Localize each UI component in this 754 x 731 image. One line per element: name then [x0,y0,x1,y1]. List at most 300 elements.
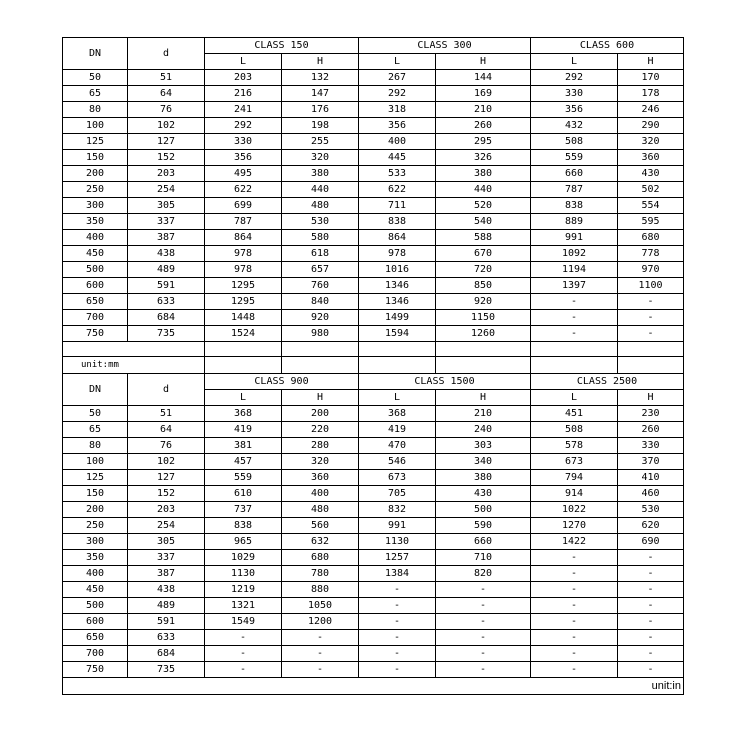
table-cell: 125 [63,134,128,150]
table-cell: 1594 [359,326,436,342]
table-cell: 554 [618,198,684,214]
table-cell: 1100 [618,278,684,294]
table-row [63,102,684,118]
table-cell: - [531,310,618,326]
table-cell: 250 [63,518,128,534]
table-cell: 495 [205,166,282,182]
class-header: CLASS 600 [531,38,684,54]
table-cell: 144 [436,70,531,86]
table-cell: 200 [63,502,128,518]
class-header: CLASS 2500 [531,374,684,390]
table-cell: 430 [618,166,684,182]
table-cell: - [618,646,684,662]
table-cell: - [618,310,684,326]
table-row [63,614,684,630]
table-row [63,662,684,678]
table-cell: 633 [128,294,205,310]
table-cell: 250 [63,182,128,198]
table-cell: 620 [618,518,684,534]
table-cell: 176 [282,102,359,118]
table-cell: 1384 [359,566,436,582]
table-cell: 147 [282,86,359,102]
table-row [63,326,684,342]
table-cell: 1150 [436,310,531,326]
table-cell: 76 [128,438,205,454]
table-cell: 600 [63,614,128,630]
spacer-row [63,342,684,357]
table-cell: 690 [618,534,684,550]
table-cell: 864 [359,230,436,246]
table-cell: 370 [618,454,684,470]
blank-cell [282,357,359,374]
unit-row [63,357,684,374]
table-cell: 1346 [359,278,436,294]
table-cell: 1346 [359,294,436,310]
table-cell: 200 [282,406,359,422]
table-cell: 820 [436,566,531,582]
table-cell: - [359,582,436,598]
table-cell: 673 [531,454,618,470]
table-cell: 480 [282,502,359,518]
table-cell: 920 [436,294,531,310]
table-cell: 150 [63,150,128,166]
table-cell: 410 [618,470,684,486]
table-cell: 260 [436,118,531,134]
table-cell: 1499 [359,310,436,326]
table-cell: 838 [531,198,618,214]
table-cell: 700 [63,646,128,662]
table-cell: 711 [359,198,436,214]
table-row [63,278,684,294]
table-cell: 305 [128,198,205,214]
table-cell: 254 [128,182,205,198]
table-cell: 100 [63,454,128,470]
table-cell: 622 [359,182,436,198]
table-cell: 300 [63,534,128,550]
table-cell: 710 [436,550,531,566]
blank-cell [282,342,359,357]
table-row [63,262,684,278]
section1-footer [63,342,684,374]
table-cell: - [531,326,618,342]
table-cell: 500 [436,502,531,518]
table-cell: 650 [63,294,128,310]
table-cell: - [531,598,618,614]
table-cell: - [531,582,618,598]
table-cell: 300 [63,198,128,214]
table-row [63,630,684,646]
table-cell: - [618,550,684,566]
table-cell: 326 [436,150,531,166]
table-cell: - [618,614,684,630]
table-cell: - [531,550,618,566]
table-cell: 50 [63,70,128,86]
table-cell: 400 [63,230,128,246]
table-cell: 489 [128,598,205,614]
unit-row [63,678,684,695]
table-cell: 980 [282,326,359,342]
table-cell: - [205,662,282,678]
h-subheader: H [436,390,531,406]
table-cell: - [618,630,684,646]
table-cell: 1194 [531,262,618,278]
table-cell: 438 [128,582,205,598]
table-cell: - [205,646,282,662]
table-cell: 440 [282,182,359,198]
table-cell: 438 [128,246,205,262]
l-subheader: L [359,390,436,406]
dimension-sheet [62,37,683,695]
table-cell: 255 [282,134,359,150]
table-cell: 450 [63,246,128,262]
table-cell: 280 [282,438,359,454]
blank-cell [63,342,205,357]
table-cell: 914 [531,486,618,502]
table-cell: 340 [436,454,531,470]
table-cell: 1448 [205,310,282,326]
h-subheader: H [282,390,359,406]
table-row [63,118,684,134]
table-cell: 595 [618,214,684,230]
table-row [63,422,684,438]
table-cell: 1321 [205,598,282,614]
section2-header-row [63,374,684,390]
table-cell: 246 [618,102,684,118]
table-cell: 368 [205,406,282,422]
table-cell: 660 [436,534,531,550]
table-cell: - [359,614,436,630]
table-cell: 520 [436,198,531,214]
table-cell: - [436,614,531,630]
table-cell: 451 [531,406,618,422]
table-cell: 64 [128,86,205,102]
table-row [63,566,684,582]
l-subheader: L [531,390,618,406]
table-cell: 419 [205,422,282,438]
table-cell: 330 [205,134,282,150]
table-cell: 241 [205,102,282,118]
class-header: CLASS 900 [205,374,359,390]
table-cell: - [531,294,618,310]
table-row [63,582,684,598]
table-cell: - [436,598,531,614]
table-cell: - [436,646,531,662]
table-cell: 470 [359,438,436,454]
table-cell: 330 [531,86,618,102]
table-cell: - [618,294,684,310]
table-row [63,310,684,326]
table-cell: 978 [205,262,282,278]
table-cell: 320 [618,134,684,150]
table-cell: 489 [128,262,205,278]
table-cell: 978 [205,246,282,262]
table-cell: 102 [128,118,205,134]
table-cell: 508 [531,422,618,438]
table-cell: 500 [63,598,128,614]
table-row [63,534,684,550]
table-cell: 220 [282,422,359,438]
table-cell: 500 [63,262,128,278]
table-cell: 445 [359,150,436,166]
table-cell: 178 [618,86,684,102]
table-cell: 356 [359,118,436,134]
table-cell: 633 [128,630,205,646]
table-cell: 152 [128,486,205,502]
table-cell: 387 [128,230,205,246]
table-cell: 660 [531,166,618,182]
table-cell: 350 [63,214,128,230]
d-header: d [128,38,205,70]
table-row [63,486,684,502]
table-cell: 318 [359,102,436,118]
table-row [63,166,684,182]
table-cell: 360 [282,470,359,486]
table-cell: - [618,598,684,614]
table-cell: 64 [128,422,205,438]
table-cell: 502 [618,182,684,198]
dimension-table-body [63,38,684,70]
table-cell: - [282,646,359,662]
table-cell: 970 [618,262,684,278]
table-cell: 460 [618,486,684,502]
table-cell: 102 [128,454,205,470]
table-cell: 80 [63,438,128,454]
table-cell: 267 [359,70,436,86]
table-cell: 632 [282,534,359,550]
table-cell: 356 [205,150,282,166]
table-cell: 200 [63,166,128,182]
h-subheader: H [436,54,531,70]
table-cell: 720 [436,262,531,278]
table-cell: 600 [63,278,128,294]
table-cell: 203 [128,502,205,518]
h-subheader: H [618,390,684,406]
table-cell: - [282,662,359,678]
blank-cell [436,357,531,374]
blank-cell [618,357,684,374]
table-cell: 50 [63,406,128,422]
table-cell: 170 [618,70,684,86]
table-row [63,294,684,310]
table-cell: 330 [618,438,684,454]
table-cell: 350 [63,550,128,566]
table-cell: 533 [359,166,436,182]
table-row [63,198,684,214]
table-cell: 387 [128,566,205,582]
table-cell: 670 [436,246,531,262]
table-cell: 51 [128,406,205,422]
table-row [63,518,684,534]
table-cell: 203 [128,166,205,182]
table-row [63,502,684,518]
table-cell: 1397 [531,278,618,294]
table-cell: 622 [205,182,282,198]
table-cell: 1200 [282,614,359,630]
table-cell: - [436,630,531,646]
table-row [63,134,684,150]
table-cell: 356 [531,102,618,118]
table-cell: 203 [205,70,282,86]
table-row [63,246,684,262]
table-cell: 240 [436,422,531,438]
table-row [63,454,684,470]
table-cell: 991 [359,518,436,534]
table-cell: 450 [63,582,128,598]
l-subheader: L [205,54,282,70]
table-cell: 360 [618,150,684,166]
table-cell: 588 [436,230,531,246]
table-cell: 864 [205,230,282,246]
table-cell: 850 [436,278,531,294]
table-cell: 380 [282,166,359,182]
table-cell: 292 [205,118,282,134]
table-cell: 432 [531,118,618,134]
table-cell: - [531,662,618,678]
table-cell: 100 [63,118,128,134]
table-cell: 381 [205,438,282,454]
table-cell: 1219 [205,582,282,598]
table-cell: 1029 [205,550,282,566]
table-cell: 51 [128,70,205,86]
table-cell: 787 [531,182,618,198]
table-cell: 838 [359,214,436,230]
table-cell: 380 [436,166,531,182]
table-cell: 780 [282,566,359,582]
unit-label-mm: unit:mm [63,357,205,374]
l-subheader: L [531,54,618,70]
blank-cell [205,342,282,357]
table-row [63,646,684,662]
table-cell: 1260 [436,326,531,342]
class-header: CLASS 300 [359,38,531,54]
table-cell: 480 [282,198,359,214]
table-cell: 657 [282,262,359,278]
table-cell: 337 [128,214,205,230]
table-cell: - [359,598,436,614]
table-cell: 750 [63,326,128,342]
table-cell: - [359,646,436,662]
table-cell: 127 [128,470,205,486]
table-cell: - [531,630,618,646]
table-cell: 591 [128,278,205,294]
table-cell: 230 [618,406,684,422]
table-cell: 735 [128,662,205,678]
blank-cell [531,357,618,374]
section2-footer [63,678,684,695]
section2-rows [63,406,684,678]
section2-header [63,374,684,406]
table-row [63,86,684,102]
h-subheader: H [618,54,684,70]
table-row [63,230,684,246]
table-cell: 965 [205,534,282,550]
section1-rows [63,70,684,342]
table-cell: 978 [359,246,436,262]
table-cell: 290 [618,118,684,134]
table-cell: 210 [436,406,531,422]
table-cell: - [618,326,684,342]
dn-header: DN [63,374,128,406]
table-cell: 1022 [531,502,618,518]
table-cell: 880 [282,582,359,598]
table-cell: 127 [128,134,205,150]
d-header: d [128,374,205,406]
blank-cell [618,342,684,357]
table-cell: 1257 [359,550,436,566]
table-cell: 750 [63,662,128,678]
table-cell: - [282,630,359,646]
table-cell: 292 [531,70,618,86]
table-cell: 699 [205,198,282,214]
table-cell: 457 [205,454,282,470]
table-cell: 700 [63,310,128,326]
table-cell: 618 [282,246,359,262]
table-cell: - [531,646,618,662]
table-cell: 400 [359,134,436,150]
table-cell: 76 [128,102,205,118]
table-cell: 610 [205,486,282,502]
class-header: CLASS 150 [205,38,359,54]
table-cell: 580 [282,230,359,246]
table-cell: 737 [205,502,282,518]
table-cell: 254 [128,518,205,534]
table-cell: 125 [63,470,128,486]
table-cell: - [359,662,436,678]
blank-cell [205,357,282,374]
table-cell: 705 [359,486,436,502]
blank-cell [359,342,436,357]
table-cell: 540 [436,214,531,230]
blank-cell [531,342,618,357]
table-cell: 303 [436,438,531,454]
table-cell: 650 [63,630,128,646]
table-cell: 320 [282,454,359,470]
h-subheader: H [282,54,359,70]
table-cell: 546 [359,454,436,470]
table-cell: 684 [128,646,205,662]
table-cell: 559 [531,150,618,166]
blank-cell [359,357,436,374]
table-cell: - [618,582,684,598]
table-cell: 673 [359,470,436,486]
table-cell: 530 [618,502,684,518]
table-cell: 1524 [205,326,282,342]
table-cell: 1130 [205,566,282,582]
table-cell: 840 [282,294,359,310]
table-cell: 559 [205,470,282,486]
table-cell: 680 [282,550,359,566]
dimension-table [62,37,684,695]
table-cell: 838 [205,518,282,534]
table-cell: 1130 [359,534,436,550]
l-subheader: L [359,54,436,70]
table-cell: 794 [531,470,618,486]
table-cell: 419 [359,422,436,438]
table-cell: 216 [205,86,282,102]
table-cell: 578 [531,438,618,454]
table-cell: 1295 [205,278,282,294]
table-cell: 1016 [359,262,436,278]
table-cell: 684 [128,310,205,326]
table-cell: - [618,566,684,582]
table-cell: 80 [63,102,128,118]
table-row [63,598,684,614]
table-row [63,438,684,454]
table-row [63,470,684,486]
table-cell: 65 [63,86,128,102]
table-cell: 292 [359,86,436,102]
table-cell: 400 [282,486,359,502]
